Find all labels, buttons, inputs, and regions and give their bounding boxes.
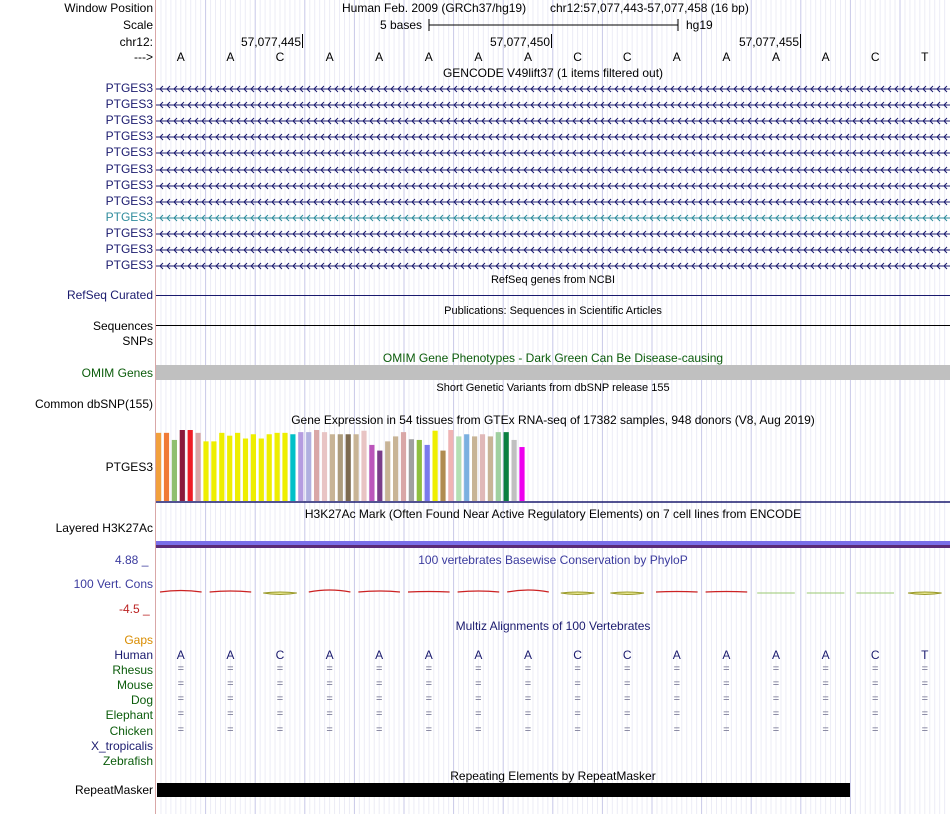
gtex-tissue-bar[interactable] — [488, 436, 493, 501]
gtex-tissue-bar[interactable] — [440, 451, 445, 501]
gtex-track-title[interactable]: Gene Expression in 54 tissues from GTEx RNA-seq of 17382 samples, 948 donors (V8, Aug 2019) — [291, 413, 815, 427]
strand-label: ---> — [134, 50, 153, 64]
refseq-label[interactable]: RefSeq Curated — [66, 288, 153, 302]
human-alignment-base: A — [424, 648, 433, 662]
alignment-match: = — [276, 693, 284, 706]
alignment-match: = — [524, 663, 532, 676]
alignment-match: = — [227, 678, 234, 691]
alignment-match: = — [574, 723, 581, 736]
alignment-match: = — [276, 708, 284, 721]
refseq-gene-line[interactable] — [156, 295, 950, 296]
alignment-match: = — [772, 693, 780, 706]
gtex-tissue-bar[interactable] — [196, 433, 201, 501]
gtex-tissue-bar[interactable] — [346, 434, 351, 501]
sequence-base: A — [474, 50, 483, 64]
alignment-match: = — [673, 678, 681, 691]
sequence-base: A — [325, 50, 334, 64]
alignment-match: = — [326, 693, 333, 706]
alignment-match: = — [425, 708, 433, 721]
gtex-tissue-bar[interactable] — [425, 445, 430, 501]
sequence-base: T — [921, 50, 929, 64]
gencode-transcript-label[interactable]: PTGES3 — [105, 177, 153, 192]
gaps-label[interactable]: Gaps — [124, 633, 153, 647]
gencode-transcript-label[interactable]: PTGES3 — [105, 209, 153, 224]
alignment-match: = — [574, 678, 581, 691]
coord-tick-label-3: 57,077,455 — [738, 35, 799, 49]
sequence-base: A — [722, 50, 731, 64]
gencode-transcript-label[interactable]: PTGES3 — [105, 193, 153, 208]
genome-label: hg19 — [686, 18, 713, 32]
coord-tick-label-1: 57,077,445 — [240, 35, 301, 49]
gtex-tissue-bar[interactable] — [385, 441, 390, 501]
gtex-tissue-bar[interactable] — [433, 431, 438, 501]
sequence-base: A — [672, 50, 681, 64]
gencode-transcript-line[interactable] — [156, 100, 950, 110]
alignment-match: = — [524, 678, 532, 691]
alignment-match: = — [871, 693, 879, 706]
gtex-tissue-bar[interactable] — [164, 433, 169, 501]
alignment-match: = — [425, 693, 433, 706]
sequence-base: A — [176, 50, 185, 64]
alignment-match: = — [673, 708, 681, 721]
alignment-match: = — [723, 708, 730, 721]
human-alignment-base: A — [176, 648, 185, 662]
phylop-mark — [561, 592, 595, 595]
gencode-transcript-label[interactable]: PTGES3 — [105, 81, 153, 95]
alignment-match: = — [524, 708, 532, 721]
alignment-match: = — [177, 693, 185, 706]
sequence-base: A — [424, 50, 433, 64]
chrom-label: chr12: — [119, 35, 153, 49]
alignment-match: = — [772, 708, 780, 721]
alignment-match: = — [227, 663, 234, 676]
gtex-tissue-bar[interactable] — [472, 436, 477, 501]
omim-track-title[interactable]: OMIM Gene Phenotypes - Dark Green Can Be Disease-causing — [382, 351, 724, 365]
gencode-transcript-line[interactable] — [156, 132, 950, 142]
phylop-mark — [210, 591, 252, 592]
repeatmasker-label[interactable]: RepeatMasker — [74, 783, 153, 797]
alignment-match: = — [177, 663, 185, 676]
phylop-mark — [507, 590, 549, 592]
phylop-label[interactable]: 100 Vert. Cons — [73, 577, 153, 591]
alignment-match: = — [723, 723, 730, 736]
gtex-tissue-bar[interactable] — [180, 430, 185, 501]
gtex-tissue-bar[interactable] — [211, 441, 216, 501]
human-alignment-base: T — [921, 648, 929, 662]
alignment-match: = — [425, 723, 433, 736]
alignment-match: = — [871, 723, 879, 736]
multiz-species-label[interactable]: Zebrafish — [102, 753, 153, 768]
sequence-base: A — [771, 50, 780, 64]
human-alignment-base: C — [870, 648, 880, 662]
alignment-match: = — [276, 663, 284, 676]
alignment-match: = — [822, 693, 829, 706]
repeatmasker-track-title[interactable]: Repeating Elements by RepeatMasker — [450, 769, 656, 783]
alignment-match: = — [921, 723, 929, 736]
alignment-match: = — [227, 708, 234, 721]
multiz-species-label[interactable]: X_tropicalis — [90, 738, 153, 753]
alignment-match: = — [673, 693, 681, 706]
human-alignment-base: C — [573, 648, 582, 662]
alignment-match: = — [177, 723, 185, 736]
alignment-match: = — [574, 663, 581, 676]
alignment-match: = — [276, 723, 284, 736]
gtex-tissue-bar[interactable] — [251, 434, 256, 501]
gtex-tissue-bar[interactable] — [417, 440, 422, 501]
gtex-tissue-bar[interactable] — [496, 432, 501, 501]
gtex-tissue-bar[interactable] — [314, 430, 319, 501]
alignment-match: = — [723, 678, 730, 691]
gtex-tissue-bar[interactable] — [322, 432, 327, 501]
alignment-match: = — [921, 678, 929, 691]
gencode-transcript-line[interactable] — [156, 245, 950, 255]
alignment-match: = — [921, 708, 929, 721]
gtex-gene-label[interactable]: PTGES3 — [105, 460, 153, 474]
gtex-tissue-bar[interactable] — [330, 434, 335, 501]
phylop-mark — [358, 591, 400, 592]
coord-tick-label-2: 57,077,450 — [489, 35, 550, 49]
gtex-tissue-bar[interactable] — [219, 433, 224, 501]
human-alignment-base: A — [771, 648, 780, 662]
alignment-match: = — [871, 663, 879, 676]
phylop-conservation-plot[interactable] — [156, 585, 950, 601]
gtex-tissue-bar[interactable] — [448, 430, 453, 501]
alignment-match: = — [524, 693, 532, 706]
gencode-transcript-line[interactable] — [156, 116, 950, 126]
human-alignment-base: A — [474, 648, 483, 662]
human-alignment-base: A — [226, 648, 235, 662]
gtex-tissue-bar[interactable] — [354, 434, 359, 501]
gtex-tissue-bar[interactable] — [361, 431, 366, 501]
multiz-species-label[interactable]: Dog — [130, 693, 153, 708]
repeatmasker-element-bar[interactable] — [157, 783, 850, 797]
gtex-tissue-bar[interactable] — [377, 451, 382, 501]
scale-bar — [428, 17, 680, 33]
alignment-match: = — [375, 693, 383, 706]
gencode-transcript-label[interactable]: PTGES3 — [105, 161, 153, 176]
alignment-match: = — [425, 663, 433, 676]
gtex-tissue-bar[interactable] — [393, 436, 398, 501]
gtex-tissue-bar[interactable] — [480, 434, 485, 501]
alignment-match: = — [227, 693, 234, 706]
publications-track-title[interactable]: Publications: Sequences in Scientific Articles — [444, 305, 662, 317]
alignment-match: = — [723, 693, 730, 706]
gtex-tissue-bar[interactable] — [172, 440, 177, 501]
human-alignment-base: A — [722, 648, 731, 662]
gencode-transcript-line[interactable] — [156, 84, 950, 94]
multiz-species-label[interactable]: Mouse — [116, 678, 153, 693]
gencode-transcript-line[interactable] — [156, 197, 950, 207]
alignment-match: = — [524, 723, 532, 736]
gtex-tissue-bar[interactable] — [227, 436, 232, 501]
sequence-base: A — [523, 50, 532, 64]
phylop-track-title[interactable]: 100 vertebrates Basewise Conservation by PhyloP — [418, 553, 688, 567]
alignment-match: = — [623, 663, 631, 676]
gtex-expression-chart[interactable] — [156, 430, 950, 505]
alignment-match: = — [623, 693, 631, 706]
gencode-transcript-line[interactable] — [156, 148, 950, 158]
gtex-tissue-bar[interactable] — [409, 439, 414, 501]
sequence-base: A — [226, 50, 235, 64]
phylop-ymin: -4.5 _ — [119, 602, 150, 616]
phylop-mark — [160, 591, 202, 593]
gtex-tissue-bar[interactable] — [290, 434, 295, 501]
publications-line[interactable] — [156, 325, 950, 326]
phylop-ymax: 4.88 _ — [115, 553, 149, 567]
alignment-match: = — [921, 693, 929, 706]
gencode-transcript-label[interactable]: PTGES3 — [105, 113, 153, 128]
alignment-match: = — [326, 723, 333, 736]
gencode-transcript-label[interactable]: PTGES3 — [105, 258, 153, 273]
dbsnp-track-title[interactable]: Short Genetic Variants from dbSNP release 155 — [436, 382, 670, 394]
gtex-tissue-bar[interactable] — [519, 447, 524, 501]
alignment-match: = — [772, 663, 780, 676]
human-alignment-base: A — [523, 648, 532, 662]
alignment-match: = — [177, 708, 185, 721]
gtex-tissue-bar[interactable] — [275, 433, 280, 501]
alignment-match: = — [375, 723, 383, 736]
human-alignment-base: A — [325, 648, 334, 662]
alignment-match: = — [822, 708, 829, 721]
multiz-species-label[interactable]: Elephant — [105, 708, 153, 723]
gtex-tissue-bar[interactable] — [504, 432, 509, 501]
sequence-base: C — [573, 50, 582, 64]
alignment-match: = — [574, 693, 581, 706]
alignment-match: = — [475, 678, 482, 691]
gencode-transcript-label[interactable]: PTGES3 — [105, 145, 153, 160]
gtex-tissue-bar[interactable] — [456, 436, 461, 501]
h3k27ac-label[interactable]: Layered H3K27Ac — [55, 521, 153, 535]
gtex-tissue-bar[interactable] — [369, 445, 374, 501]
gencode-transcript-label[interactable]: PTGES3 — [105, 97, 153, 112]
gtex-tissue-bar[interactable] — [338, 434, 343, 501]
assembly-name[interactable]: Human Feb. 2009 (GRCh37/hg19) — [342, 1, 527, 15]
h3k27ac-track-title[interactable]: H3K27Ac Mark (Often Found Near Active Regulatory Elements) on 7 cell lines from ENCODE — [304, 507, 802, 521]
refseq-track-title[interactable]: RefSeq genes from NCBI — [490, 274, 616, 286]
omim-label[interactable]: OMIM Genes — [81, 366, 153, 380]
alignment-match: = — [375, 708, 383, 721]
alignment-match: = — [822, 663, 829, 676]
alignment-match: = — [772, 678, 780, 691]
coord-tick-1 — [302, 34, 303, 48]
alignment-match: = — [673, 663, 681, 676]
alignment-match: = — [871, 708, 879, 721]
gtex-tissue-bar[interactable] — [464, 434, 469, 501]
multiz-species-label[interactable]: Rhesus — [112, 663, 153, 678]
alignment-match: = — [871, 678, 879, 691]
gtex-tissue-bar[interactable] — [243, 439, 248, 501]
phylop-mark — [458, 591, 500, 592]
scale-text: 5 bases — [380, 18, 423, 32]
gencode-transcript-line[interactable] — [156, 229, 950, 239]
alignment-match: = — [623, 678, 631, 691]
gtex-tissue-bar[interactable] — [306, 432, 311, 501]
phylop-mark — [408, 592, 450, 593]
gtex-tissue-bar[interactable] — [298, 432, 303, 501]
sequence-base: C — [275, 50, 285, 64]
multiz-species-label[interactable]: Chicken — [109, 723, 153, 738]
multiz-track-title[interactable]: Multiz Alignments of 100 Vertebrates — [455, 619, 651, 633]
alignment-match: = — [475, 723, 482, 736]
dbsnp-label[interactable]: Common dbSNP(155) — [34, 397, 153, 411]
coord-tick-3 — [800, 34, 801, 48]
gencode-transcript-line[interactable] — [156, 261, 950, 271]
phylop-mark — [610, 592, 644, 595]
gtex-tissue-bar[interactable] — [282, 433, 287, 501]
gtex-tissue-bar[interactable] — [259, 439, 264, 501]
phylop-mark — [309, 590, 351, 592]
omim-phenotype-bar[interactable] — [156, 365, 950, 380]
gtex-tissue-bar[interactable] — [235, 433, 240, 501]
gencode-transcript-label[interactable]: PTGES3 — [105, 129, 153, 144]
phylop-mark — [656, 592, 698, 593]
gencode-transcript-line[interactable] — [156, 165, 950, 175]
gencode-transcript-label[interactable]: PTGES3 — [105, 242, 153, 256]
alignment-match: = — [475, 663, 482, 676]
window-position-label: Window Position — [64, 1, 153, 15]
human-alignment-base: C — [622, 648, 632, 662]
gtex-tissue-bar[interactable] — [203, 441, 208, 501]
alignment-match: = — [822, 723, 829, 736]
gtex-tissue-bar[interactable] — [267, 434, 272, 501]
gtex-tissue-bar[interactable] — [188, 430, 193, 501]
multiz-species-label[interactable]: Human — [114, 648, 153, 662]
scale-label: Scale — [122, 18, 153, 32]
snps-label[interactable]: SNPs — [122, 334, 153, 348]
alignment-match: = — [623, 708, 631, 721]
phylop-mark — [706, 592, 748, 593]
h3k27ac-signal-dark[interactable] — [156, 545, 950, 548]
sequence-base: C — [622, 50, 632, 64]
alignment-match: = — [227, 723, 234, 736]
alignment-match: = — [326, 678, 333, 691]
alignment-match: = — [326, 663, 333, 676]
alignment-match: = — [375, 663, 383, 676]
alignment-match: = — [772, 723, 780, 736]
gtex-tissue-bar[interactable] — [401, 432, 406, 501]
alignment-match: = — [921, 663, 929, 676]
gtex-tissue-bar[interactable] — [512, 440, 517, 501]
alignment-match: = — [475, 708, 482, 721]
alignment-match: = — [822, 678, 829, 691]
publications-label[interactable]: Sequences — [92, 319, 153, 333]
gencode-transcript-label[interactable]: PTGES3 — [105, 225, 153, 240]
human-alignment-base: C — [275, 648, 285, 662]
gencode-transcript-line[interactable] — [156, 181, 950, 191]
gtex-tissue-bar[interactable] — [156, 433, 161, 501]
phylop-mark — [263, 592, 297, 595]
sequence-base: A — [821, 50, 830, 64]
alignment-match: = — [574, 708, 581, 721]
human-alignment-base: A — [375, 648, 384, 662]
phylop-mark — [908, 592, 942, 595]
alignment-match: = — [177, 678, 185, 691]
alignment-match: = — [276, 678, 284, 691]
alignment-match: = — [326, 708, 333, 721]
alignment-match: = — [425, 678, 433, 691]
alignment-match: = — [475, 693, 482, 706]
sequence-base: C — [870, 50, 880, 64]
alignment-match: = — [723, 663, 730, 676]
gencode-transcript-line[interactable] — [156, 213, 950, 223]
alignment-match: = — [623, 723, 631, 736]
human-alignment-base: A — [672, 648, 681, 662]
gencode-track-title[interactable]: GENCODE V49lift37 (1 items filtered out) — [442, 66, 664, 80]
alignment-match: = — [375, 678, 383, 691]
alignment-match: = — [673, 723, 681, 736]
position-text[interactable]: chr12:57,077,443-57,077,458 (16 bp) — [550, 1, 749, 15]
coord-tick-2 — [551, 34, 552, 48]
sequence-base: A — [375, 50, 384, 64]
human-alignment-base: A — [821, 648, 830, 662]
